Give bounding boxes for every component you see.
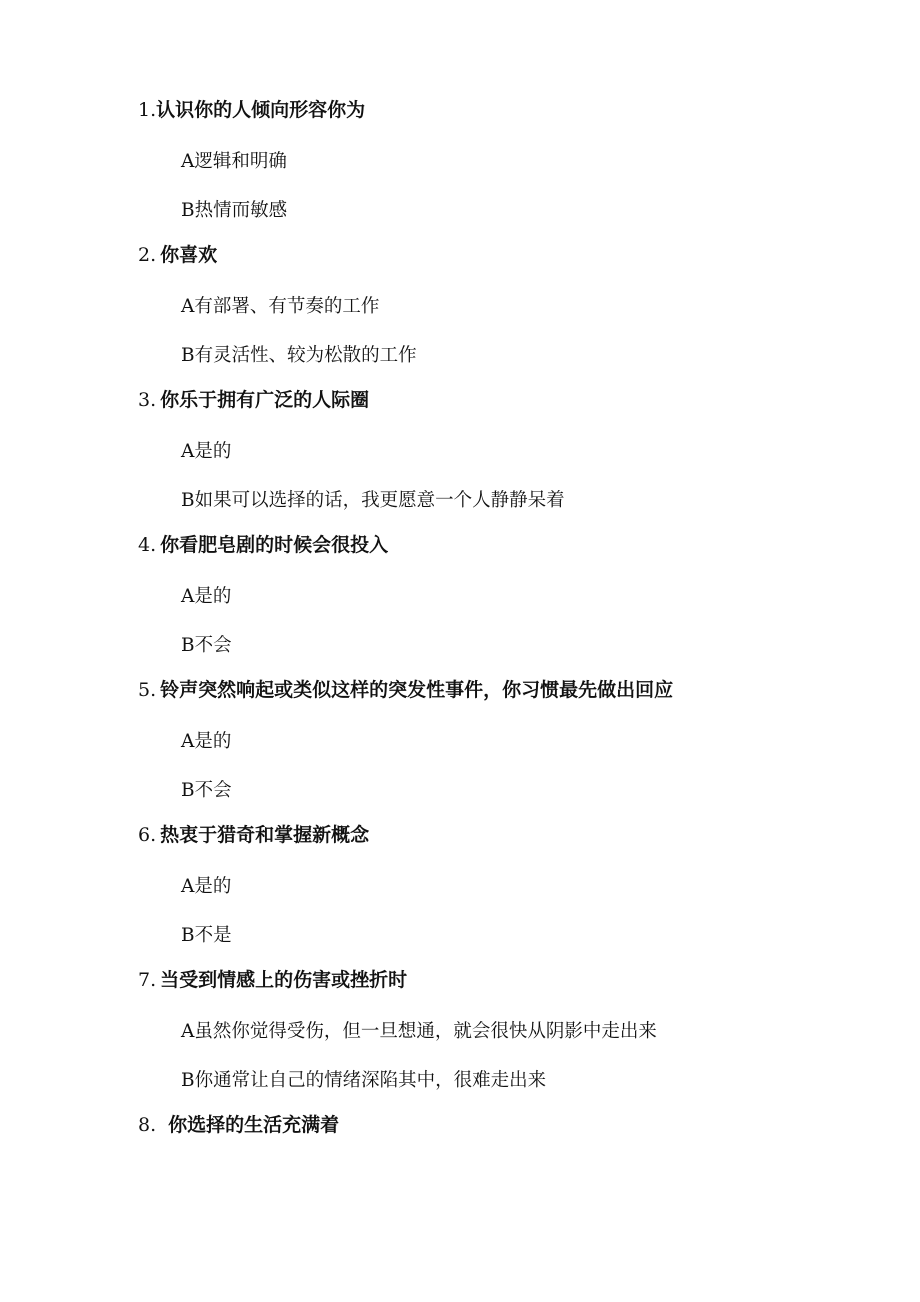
question-text: 你喜欢 bbox=[160, 244, 218, 266]
option-b: B有灵活性、较为松散的工作 bbox=[181, 345, 417, 366]
option-b: B不是 bbox=[181, 925, 232, 946]
question-number: 7. bbox=[138, 969, 157, 991]
question-number: 2. bbox=[138, 244, 157, 266]
question-text: 热衷于猎奇和掌握新概念 bbox=[160, 824, 370, 846]
question-number: 3. bbox=[138, 389, 157, 411]
option-a: A是的 bbox=[181, 731, 232, 752]
option-a: A逻辑和明确 bbox=[181, 151, 287, 172]
option-b: B热情而敏感 bbox=[181, 200, 288, 221]
question-text: 认识你的人倾向形容你为 bbox=[156, 99, 366, 121]
question-number: 8. bbox=[138, 1114, 157, 1136]
question-number: 5. bbox=[138, 679, 157, 701]
option-b: B不会 bbox=[181, 635, 232, 656]
option-a: A是的 bbox=[181, 876, 232, 897]
question-text: 当受到情感上的伤害或挫折时 bbox=[160, 969, 408, 991]
question-text: 你看肥皂剧的时候会很投入 bbox=[160, 534, 389, 556]
question-text: 你乐于拥有广泛的人际圈 bbox=[160, 389, 370, 411]
option-b: B如果可以选择的话，我更愿意一个人静静呆着 bbox=[181, 490, 565, 511]
question-6 bbox=[138, 823, 369, 847]
option-a: A是的 bbox=[181, 441, 232, 462]
question-7 bbox=[138, 968, 407, 992]
question-1 bbox=[138, 98, 365, 122]
question-number: 6. bbox=[138, 824, 157, 846]
question-text: 铃声突然响起或类似这样的突发性事件，你习惯最先做出回应 bbox=[160, 679, 674, 701]
question-3 bbox=[138, 388, 369, 412]
option-b: B你通常让自己的情绪深陷其中，很难走出来 bbox=[181, 1070, 547, 1091]
question-5 bbox=[138, 678, 673, 702]
question-8 bbox=[138, 1113, 339, 1137]
question-4 bbox=[138, 533, 388, 557]
question-text: 你选择的生活充满着 bbox=[168, 1114, 340, 1136]
question-2 bbox=[138, 243, 217, 267]
option-a: A有部署、有节奏的工作 bbox=[181, 296, 380, 317]
option-a: A是的 bbox=[181, 586, 232, 607]
option-a: A虽然你觉得受伤，但一旦想通，就会很快从阴影中走出来 bbox=[181, 1021, 657, 1042]
question-number: 4. bbox=[138, 534, 157, 556]
option-b: B不会 bbox=[181, 780, 232, 801]
question-number: 1. bbox=[138, 99, 157, 121]
